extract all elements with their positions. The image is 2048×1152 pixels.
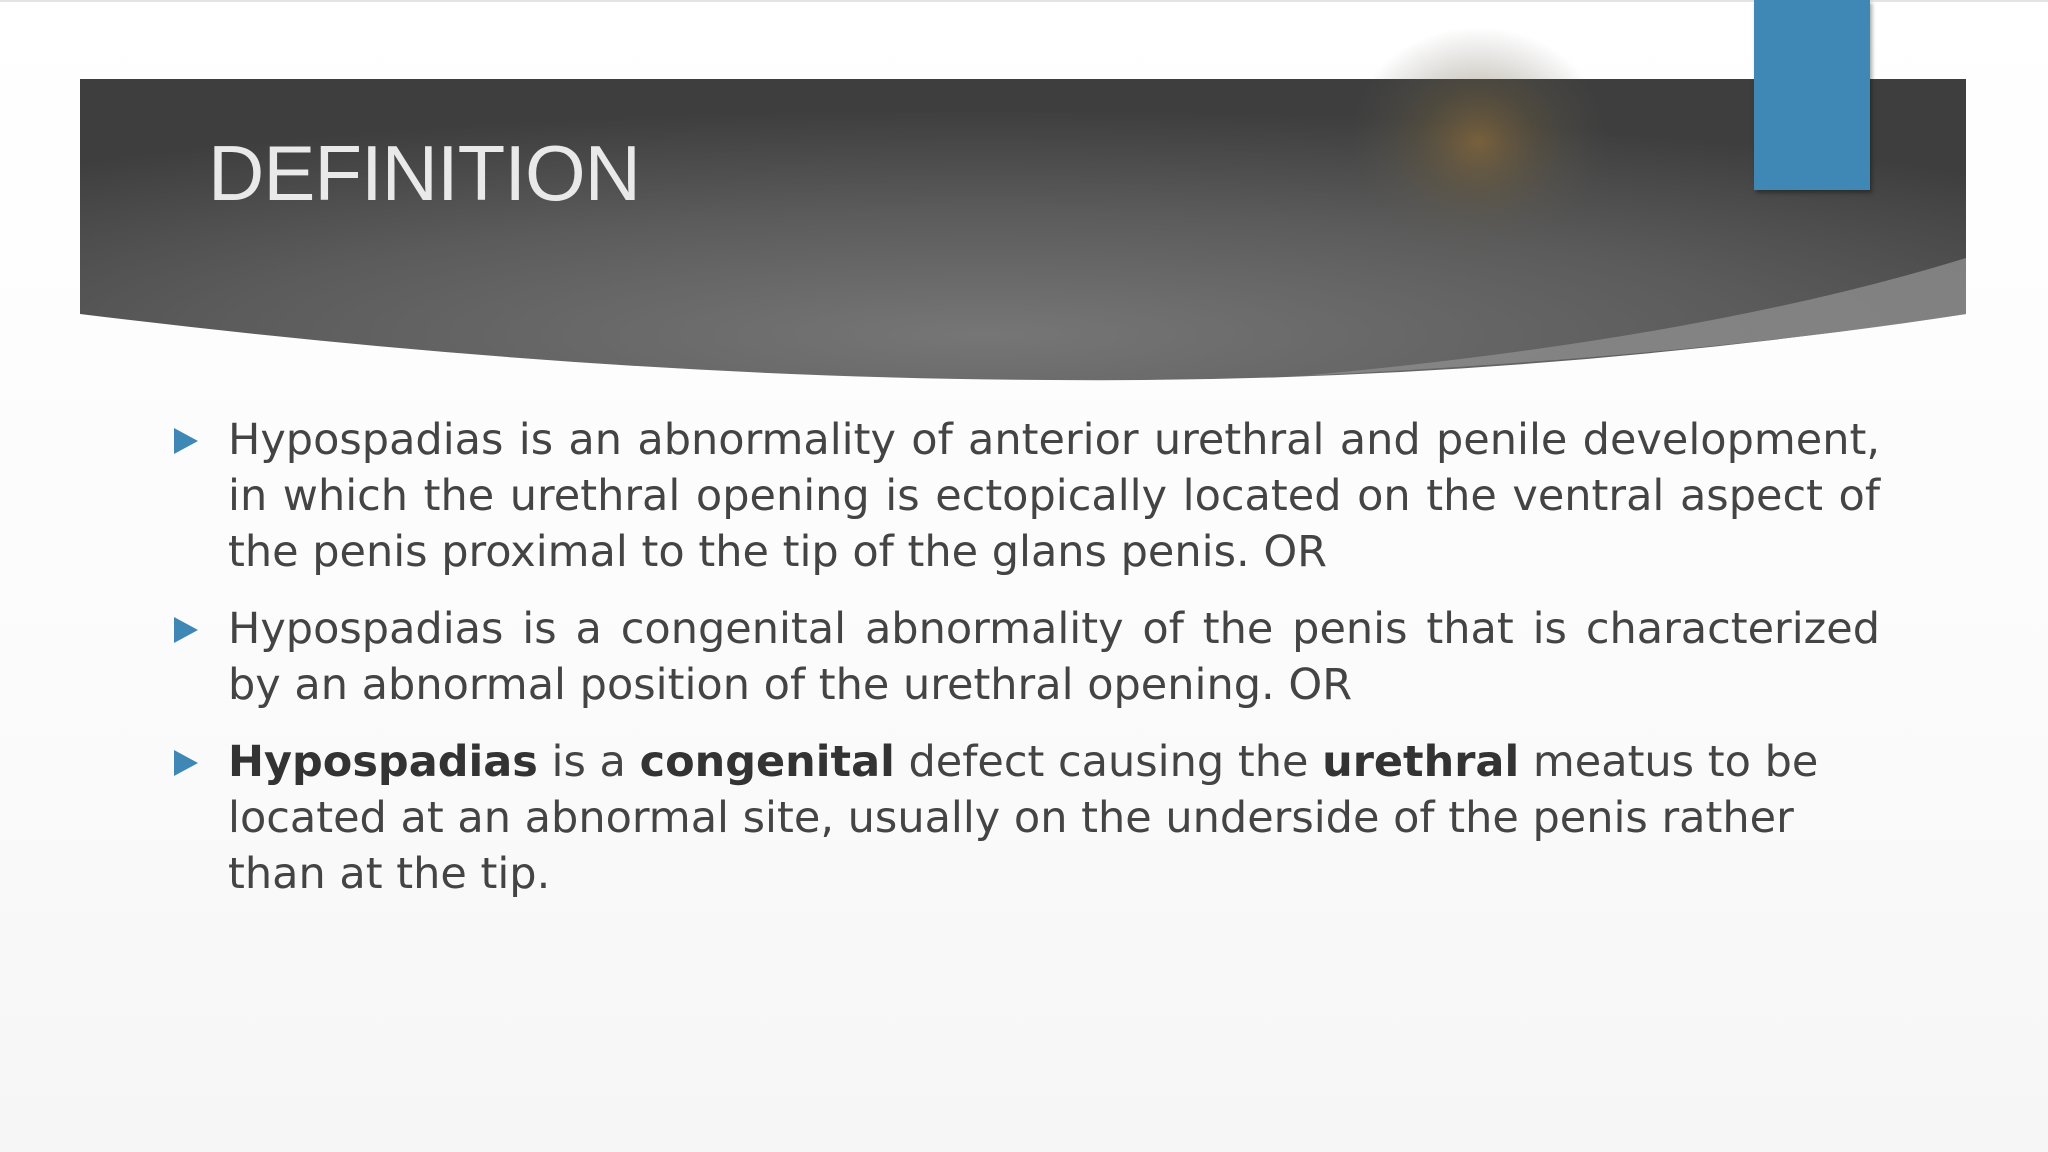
- bold-term: urethral: [1322, 737, 1520, 787]
- triangle-right-icon: [174, 750, 198, 776]
- bullet-item: [170, 734, 1880, 902]
- bullet-item: [170, 412, 1880, 580]
- bullet-list: [170, 412, 1880, 923]
- bold-term: congenital: [639, 737, 895, 787]
- bullet-text: meatus to be located at an abnormal site, usually on the underside of the penis rather than at the tip.: [228, 737, 1819, 899]
- bullet-text: Hypospadias is a congenital abnormality of the penis that is characterized by an abnormal position of the urethral opening. OR: [228, 604, 1880, 710]
- bullet-text: Hypospadias is an abnormality of anterior urethral and penile development, in which the urethral opening is ectopically located on the ventral aspect of the penis proximal to the tip of the glans penis. OR: [228, 415, 1880, 577]
- banner-glow: [1348, 27, 1608, 257]
- accent-tab: [1754, 0, 1870, 190]
- triangle-right-icon: [174, 617, 198, 643]
- bold-term: Hypospadias: [228, 737, 538, 787]
- bullet-text: is a: [537, 737, 640, 787]
- triangle-right-icon: [174, 428, 198, 454]
- bullet-item: [170, 601, 1880, 713]
- slide-title: DEFINITION: [208, 129, 640, 217]
- bullet-text: defect causing the: [894, 737, 1323, 787]
